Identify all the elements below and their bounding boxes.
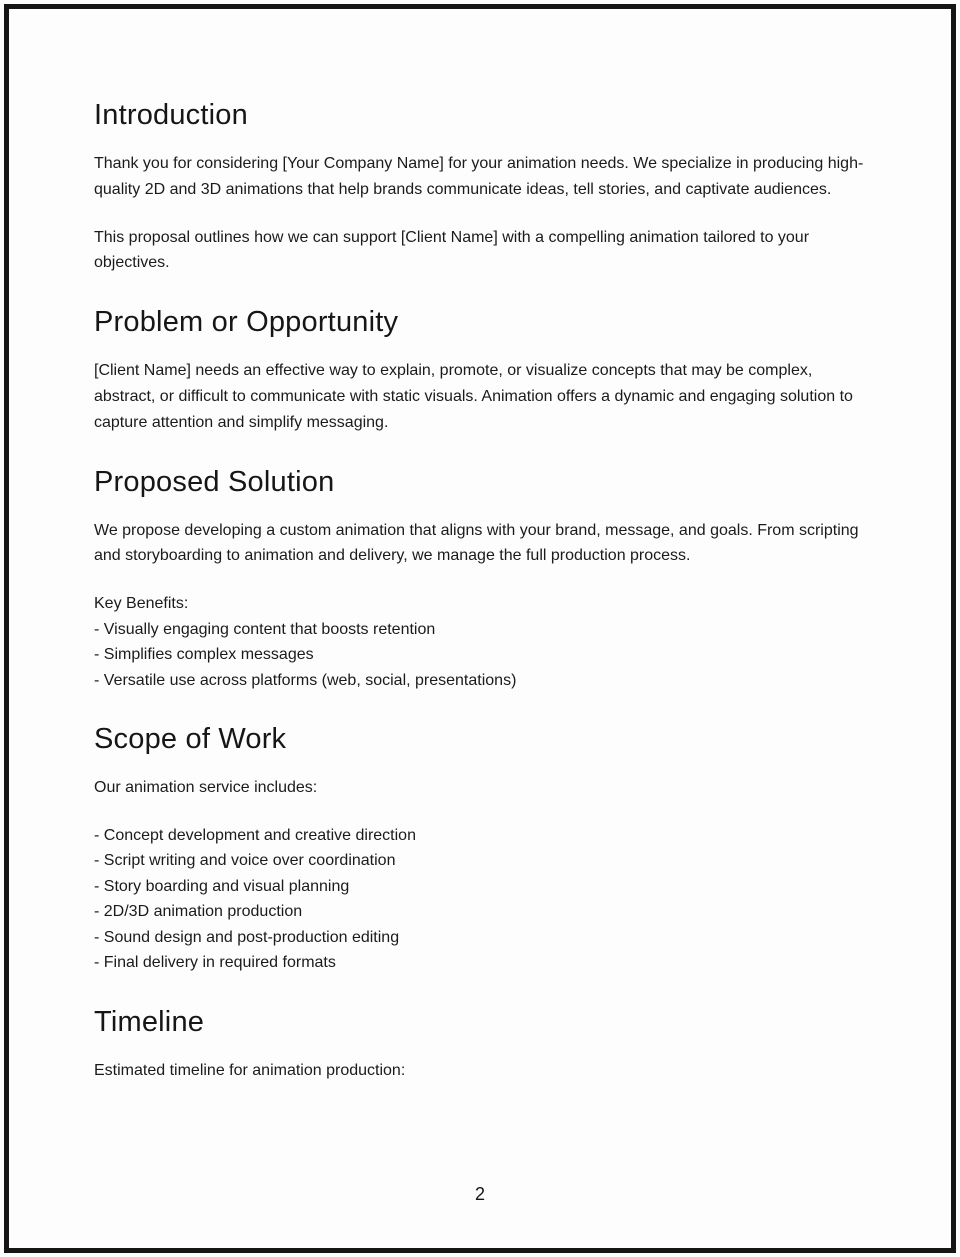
page-number: 2	[474, 1184, 485, 1204]
paragraph: Thank you for considering [Your Company Name] for your animation needs. We specialize in producing high-quality 2D and 3D animations that help brands communicate ideas, tell stories, and captivate audiences.	[94, 155, 864, 198]
page-footer	[0, 1184, 960, 1205]
paragraph: [Client Name] needs an effective way to explain, promote, or visualize concepts that may be complex, abstract, or difficult to communicate with static visuals. Animation offers a dynamic and engaging solution to capture attention and simplify messaging.	[94, 362, 853, 431]
list-item: - Concept development and creative direction	[94, 826, 416, 844]
section-heading-problem-or-opportunity: Problem or Opportunity	[94, 306, 399, 339]
page-content	[94, 97, 866, 1106]
list-item: - Script writing and voice over coordination	[94, 852, 396, 870]
paragraph: Estimated timeline for animation production:	[94, 1061, 406, 1079]
section-heading-proposed-solution: Proposed Solution	[94, 465, 335, 498]
list-item: - Story boarding and visual planning	[94, 877, 350, 895]
key-benefits-list	[94, 591, 866, 693]
section-heading-scope-of-work: Scope of Work	[94, 723, 287, 756]
list-item: - Simplifies complex messages	[94, 646, 314, 664]
section-problem-or-opportunity	[94, 304, 866, 435]
paragraph: Our animation service includes:	[94, 779, 318, 797]
list-item: - Sound design and post-production editing	[94, 928, 400, 946]
section-heading-introduction: Introduction	[94, 99, 248, 131]
list-item: - Visually engaging content that boosts retention	[94, 620, 436, 638]
section-timeline	[94, 1004, 866, 1084]
section-proposed-solution	[94, 464, 866, 694]
list-item: - Final delivery in required formats	[94, 954, 336, 972]
list-item: - 2D/3D animation production	[94, 903, 303, 921]
section-introduction	[94, 97, 866, 276]
section-scope-of-work	[94, 721, 866, 976]
scope-of-work-list	[94, 823, 866, 976]
list-intro: Key Benefits:	[94, 595, 189, 613]
paragraph: We propose developing a custom animation that aligns with your brand, message, and goals. From scripting and storyboarding to animation and delivery, we manage the full production process.	[94, 521, 859, 565]
section-heading-timeline: Timeline	[94, 1005, 205, 1038]
list-item: - Versatile use across platforms (web, social, presentations)	[94, 671, 517, 689]
paragraph: This proposal outlines how we can support [Client Name] with a compelling animation tailored to your objectives.	[94, 228, 810, 272]
